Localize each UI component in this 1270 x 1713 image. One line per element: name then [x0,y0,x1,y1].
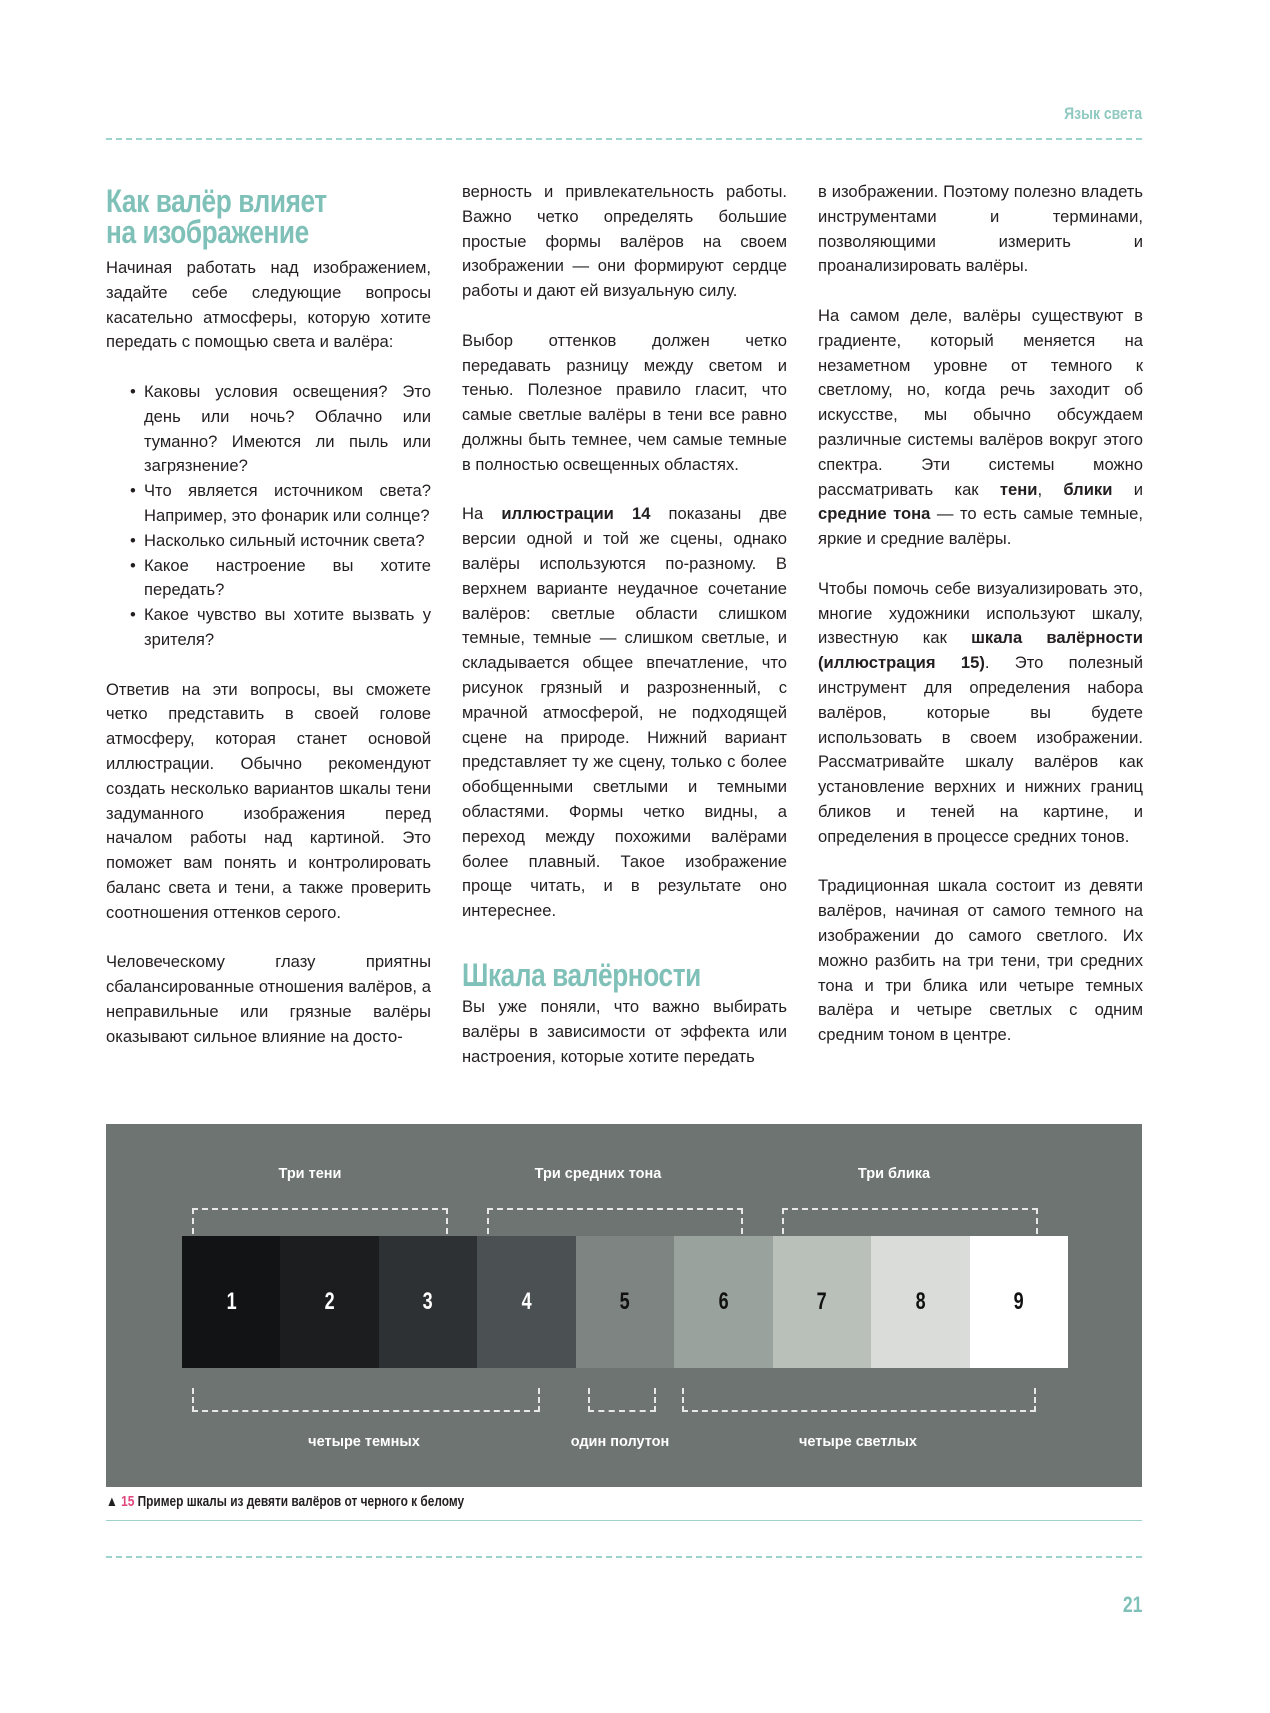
triangle-icon: ▲ [106,1494,118,1510]
section-heading: Как валёр влияет на изображение [106,183,327,250]
value-scale-figure [106,1124,1142,1487]
bracket-shadows [192,1208,448,1234]
group-label-midtones: Три средних тона [534,1166,662,1182]
paragraph: Человеческому глазу приятны сбалансированные отношения валёров, а неправильные или грязные валёры оказывают сильное влияние на досто- [106,952,431,1046]
swatch-number: 7 [816,1288,827,1315]
value-swatch [871,1236,969,1368]
figure-caption [106,1494,464,1510]
bracket-one-midtone [588,1388,656,1412]
question-list [106,380,431,653]
value-swatch [477,1236,575,1368]
paragraph: в изображении. Поэтому полезно владеть инструментами и терминами, позволяющими измерить и проанализировать валёры. [818,182,1143,276]
value-swatch [182,1236,280,1368]
swatch-number: 2 [324,1288,335,1315]
bracket-four-light [682,1388,1036,1412]
running-title: Язык света [1063,104,1142,123]
paragraph: верность и привлекательность работы. Важно четко определять большие простые формы валёров на своем изображении — они формируют сердце работы и дают ей визуальную силу. [462,182,787,301]
swatch-strip [182,1236,1068,1368]
group-label-shadows: Три тени [278,1166,342,1182]
swatch-number: 6 [718,1288,729,1315]
paragraph: На самом деле, валёры существуют в градиенте, который меняется на незаметном уровне от темного к светлому, но, когда речь заходит об искусстве, мы обычно обсуждаем различные системы валёров вокруг этого спектра. Эти системы можно рассматривать как тени, блики и средние тона — то есть самые темные, яркие и средние валёры. [818,305,1143,549]
list-item: • Каковы условия освещения? Это день или ночь? Облачно или туманно? Имеются ли пыль или загрязнение? [144,380,431,479]
column-1 [106,183,431,1074]
paragraph: Традиционная шкала состоит из девяти валёров, начиная от самого темного на изображении до самого светлого. Их можно разбить на три тени, три средних тона и три блика или четыре темных валёра и четыре светлых с одним средним тоном в центре. [818,876,1143,1045]
section-heading: Шкала валёрности [462,956,701,993]
caption-number: 15 [121,1494,135,1510]
paragraph: Ответив на эти вопросы, вы сможете четко представить в своей голове атмосферу, которая станет основой иллюстрации. Обычно рекомендуют создать несколько вариантов шкалы тени задуманного изображения перед началом работы над картиной. Это поможет вам понять и контролировать баланс света и тени, а также проверить соотношения оттенков серого. [106,679,431,922]
group-label-four-light: четыре светлых [799,1434,917,1450]
paragraph: Начиная работать над изображением, задайте себе следующие вопросы касательно атмосферы, которую хотите передать с помощью света и валёра: [106,258,431,352]
column-2 [462,180,787,1094]
swatch-number: 8 [915,1288,926,1315]
bracket-midtones [487,1208,743,1234]
bracket-highlights [782,1208,1038,1234]
page-number: 21 [1122,1592,1142,1617]
value-swatch [576,1236,674,1368]
value-swatch [773,1236,871,1368]
bracket-four-dark [192,1388,540,1412]
paragraph: Вы уже поняли, что важно выбирать валёры в зависимости от эффекта или настроения, которые хотите передать [462,996,787,1066]
value-swatch [280,1236,378,1368]
swatch-number: 3 [423,1288,434,1315]
list-item: • Насколько сильный источник света? [144,529,431,554]
caption-text: Пример шкалы из девяти валёров от черного к белому [134,1494,465,1510]
bottom-divider [106,1556,1142,1558]
paragraph: Чтобы помочь себе визуализировать это, многие художники используют шкалу, известную как шкала валёрности (иллюстрация 15). Это полезный инструмент для определения набора валёров, которые вы будете использовать в своем изображении. Рассматривайте шкалу валёров как установление верхних и нижних границ бликов и теней на картине, и определения в процессе средних тонов. [818,578,1144,846]
swatch-number: 4 [521,1288,532,1315]
swatch-number: 5 [619,1288,630,1315]
list-item: • Какое чувство вы хотите вызвать у зрителя? [144,603,431,653]
paragraph: Выбор оттенков должен четко передавать разницу между светом и тенью. Полезное правило гласит, что самые светлые валёры в тени все равно должны быть темнее, чем самые темные в полностью освещенных областях. [462,330,787,474]
top-divider [106,138,1142,140]
group-label-one-midtone: один полутон [570,1434,670,1450]
paragraph: На иллюстрации 14 показаны две версии одной и той же сцены, однако валёры используются по-разному. В верхнем варианте неудачное сочетание валёров: светлые области слишком темные, темные — слишком светлые, и складывается общее впечатление, что рисунок грязный и разрозненный, с мрачной атмосферой, не подходящей сцене на природе. Нижний вариант представляет ту же сцену, только с более обобщенными светлыми и темными областями. Формы четко видны, а переход между похожими валёрами более плавный. Такое изображение проще читать, и в результате оно интереснее. [462,504,787,921]
caption-rule [106,1520,1142,1521]
group-label-four-dark: четыре темных [308,1434,420,1450]
swatch-number: 1 [226,1288,237,1315]
value-swatch [674,1236,772,1368]
group-label-highlights: Три блика [857,1166,931,1182]
value-swatch [379,1236,477,1368]
list-item: • Что является источником света? Например, это фонарик или солнце? [144,479,431,529]
swatch-number: 9 [1013,1288,1024,1315]
value-swatch [970,1236,1068,1368]
list-item: • Какое настроение вы хотите передать? [144,554,431,604]
column-3 [818,180,1143,1073]
